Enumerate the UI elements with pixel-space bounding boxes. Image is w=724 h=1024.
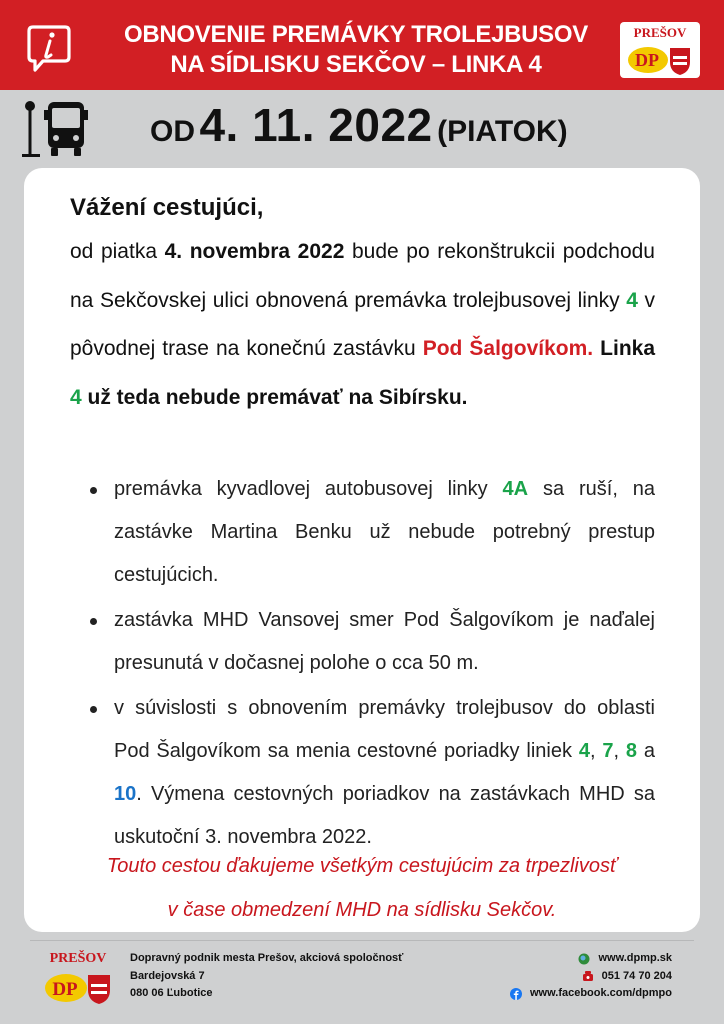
date-prefix: OD bbox=[150, 115, 195, 148]
effective-date bbox=[150, 98, 690, 162]
list-item bbox=[70, 687, 655, 859]
list-text: . Výmena cestovných poriadkov na zastávkach MHD sa uskutoční 3. novembra 2022. bbox=[114, 783, 655, 848]
para-text-bold: Linka bbox=[593, 337, 656, 360]
contact-phone[interactable] bbox=[510, 968, 672, 986]
info-speech-bubble-icon bbox=[26, 24, 72, 74]
company-street: Bardejovská 7 bbox=[130, 969, 205, 982]
phone-number[interactable]: 051 74 70 204 bbox=[601, 969, 672, 982]
thanks-line-2: v čase obmedzení MHD na sídlisku Sekčov. bbox=[167, 899, 557, 921]
page-title bbox=[96, 20, 616, 80]
list-text: a bbox=[637, 740, 655, 762]
greeting: Vážení cestujúci, bbox=[70, 194, 264, 221]
para-text: od piatka bbox=[70, 240, 165, 263]
line-number-badge: 7 bbox=[602, 740, 614, 762]
changes-list bbox=[70, 468, 655, 861]
line-number-badge: 8 bbox=[625, 740, 638, 762]
svg-text:PREŠOV: PREŠOV bbox=[49, 951, 107, 966]
para-text: v pôvodnej trase na konečnú zastávku bbox=[70, 288, 655, 360]
dp-logo-icon bbox=[620, 22, 700, 78]
main-paragraph bbox=[70, 228, 655, 422]
terminal-stop-name: Pod Šalgovíkom. bbox=[422, 337, 594, 360]
company-city: 080 06 Ľubotice bbox=[130, 987, 213, 999]
header-bar bbox=[0, 0, 724, 90]
line-number-badge: 10 bbox=[114, 783, 137, 805]
list-text: v súvislosti s obnovením premávky trolejbusov do oblasti Pod Šalgovíkom sa menia cestovné poriadky liniek bbox=[114, 697, 655, 762]
para-text-bold: už teda nebude premávať na Sibírsku. bbox=[81, 385, 468, 409]
list-item bbox=[70, 599, 655, 685]
notice-card bbox=[24, 168, 700, 932]
bullet-icon bbox=[90, 618, 97, 625]
dp-presov-footer-logo bbox=[38, 948, 118, 1006]
company-address bbox=[130, 950, 403, 1003]
para-date: 4. novembra 2022 bbox=[164, 240, 345, 263]
thanks-line-1: Touto cestou ďakujeme všetkým cestujúcim za trpezlivosť bbox=[106, 855, 618, 877]
list-item bbox=[70, 468, 655, 597]
contact-web[interactable] bbox=[510, 950, 672, 968]
para-text: bude po rekonštrukcii podchodu na Sekčovskej ulici obnovená premávka trolejbusovej linky bbox=[70, 240, 655, 312]
dp-presov-logo bbox=[620, 22, 700, 78]
facebook-link[interactable]: www.facebook.com/dpmpo bbox=[530, 987, 672, 999]
facebook-icon bbox=[510, 988, 522, 1000]
bullet-icon bbox=[90, 487, 97, 494]
web-link[interactable]: www.dpmp.sk bbox=[598, 952, 672, 964]
title-line-1: OBNOVENIE PREMÁVKY TROLEJBUSOV bbox=[124, 21, 588, 48]
contact-info bbox=[510, 950, 672, 1003]
list-text: , bbox=[589, 740, 603, 762]
list-text: , bbox=[613, 740, 626, 762]
company-name: Dopravný podnik mesta Prešov, akciová spoločnosť bbox=[130, 952, 404, 964]
footer-divider bbox=[30, 940, 694, 941]
list-text: zastávka MHD Vansovej smer Pod Šalgovíkom je naďalej presunutá v dočasnej polohe o cca 50 m. bbox=[114, 609, 655, 674]
svg-text:DP: DP bbox=[635, 50, 659, 70]
list-text: premávka kyvadlovej autobusovej linky bbox=[114, 478, 503, 500]
title-line-2: NA SÍDLISKU SEKČOV – LINKA 4 bbox=[170, 51, 542, 78]
bullet-icon bbox=[90, 706, 97, 713]
svg-text:PREŠOV: PREŠOV bbox=[633, 25, 687, 40]
globe-icon bbox=[578, 953, 590, 965]
thanks-note bbox=[24, 844, 700, 932]
line-number-badge: 4 bbox=[70, 385, 82, 409]
date-value: 4. 11. 2022 bbox=[199, 99, 433, 151]
line-number-badge: 4 bbox=[626, 288, 638, 312]
contact-facebook[interactable] bbox=[510, 985, 672, 1003]
phone-icon bbox=[582, 970, 594, 982]
list-text: sa ruší, na zastávke Martina Benku už nebude potrebný prestup cestujúcich. bbox=[114, 478, 655, 586]
bus-stop-icon bbox=[20, 98, 92, 160]
line-number-badge: 4A bbox=[502, 478, 529, 500]
date-weekday: (PIATOK) bbox=[437, 115, 568, 148]
svg-text:DP: DP bbox=[52, 979, 78, 1000]
line-number-badge: 4 bbox=[578, 740, 590, 762]
